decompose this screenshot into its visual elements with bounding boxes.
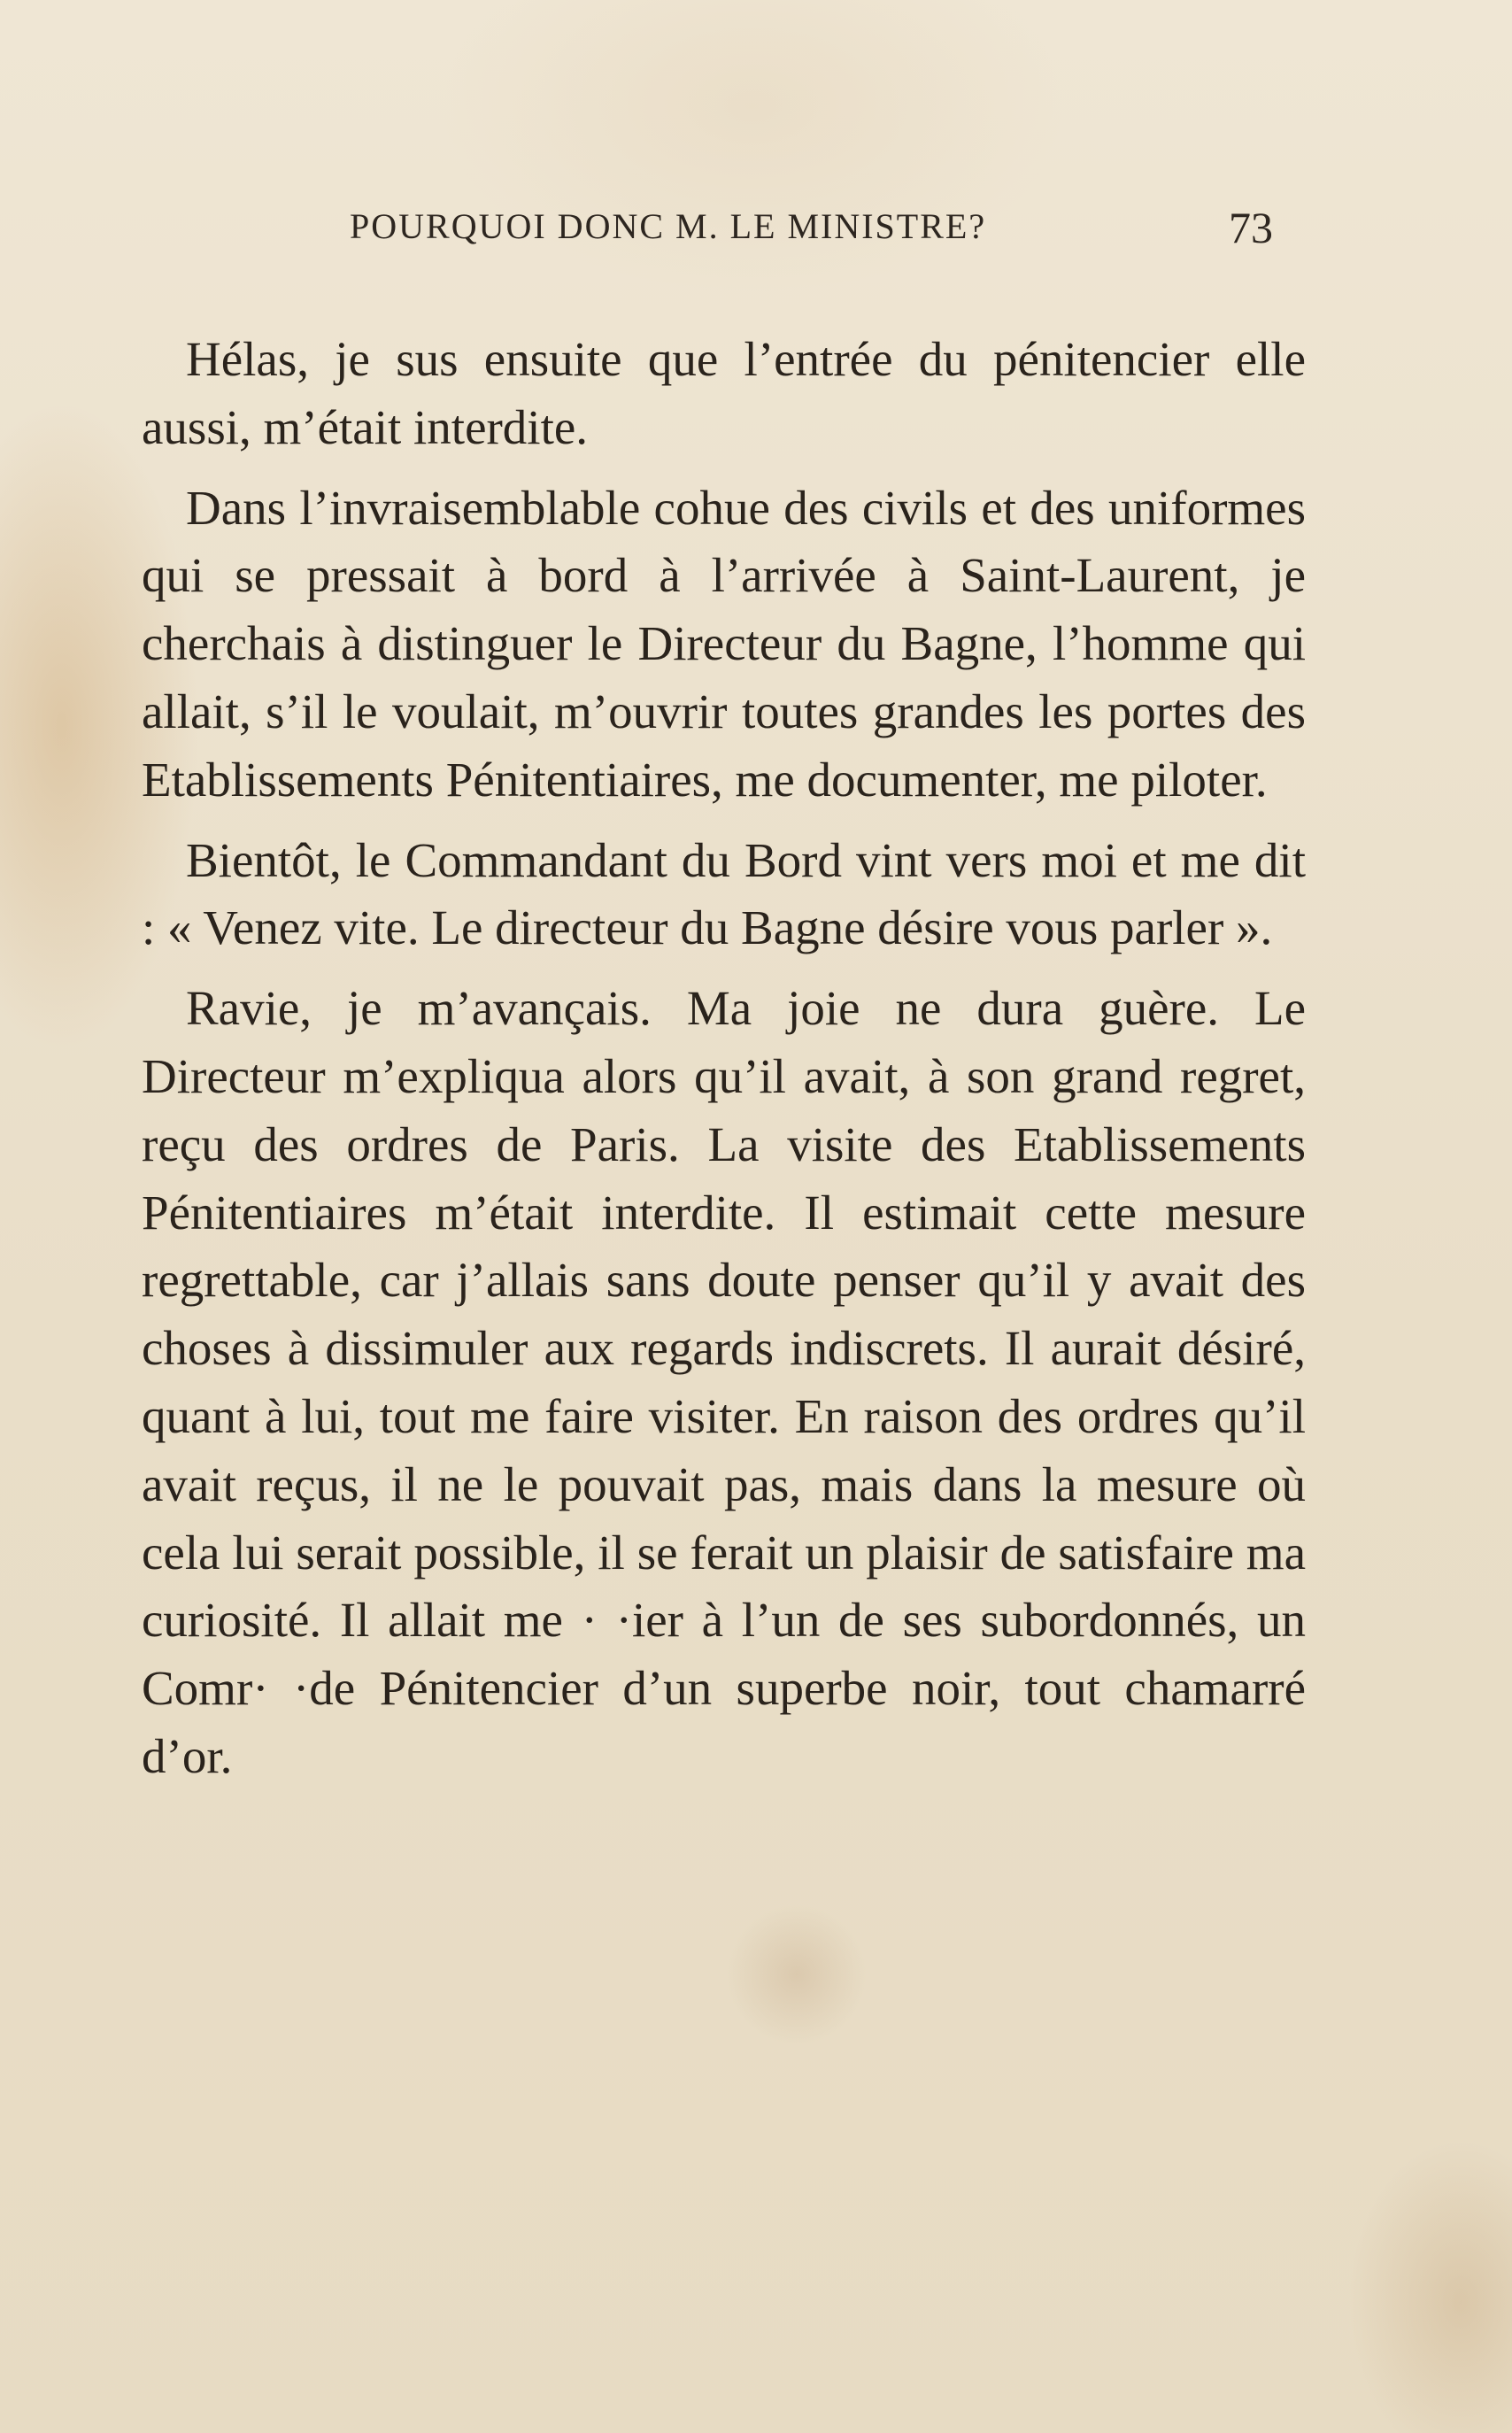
paragraph-2: Dans l’invraisemblable cohue des civils et des uniformes qui se pressait à bord à l’arrivée à Saint-Laurent, je cherchais à distinguer le Directeur du Bagne, l’homme qui allait, s’il le voulait, m’ouvrir toutes grandes les portes des Etablissements Pénitentiaires, me documenter, me piloter. xyxy=(142,480,1306,807)
body-text xyxy=(142,326,1306,1804)
paragraph-3: Bientôt, le Commandant du Bord vint vers moi et me dit : « Venez vite. Le directeur du Bagne désire vous parler ». xyxy=(142,832,1306,955)
paragraph-1: Hélas, je sus ensuite que l’entrée du pénitencier elle aussi, m’était interdite. xyxy=(142,332,1306,454)
paper-stain xyxy=(726,1904,868,2045)
page-number: 73 xyxy=(1229,203,1273,252)
running-title: POURQUOI DONC M. LE MINISTRE? xyxy=(350,206,987,246)
paragraph-4: Ravie, je m’avançais. Ma joie ne dura guère. Le Directeur m’expliqua alors qu’il avait, à son grand regret, reçu des ordres de Paris. La visite des Etablissements Pénitentiaires m’était interdite. Il estimait cette mesure regrettable, car j’allais sans doute penser qu’il y avait des choses à dissimuler aux regards indiscrets. Il aurait désiré, quant à lui, tout me faire visiter. En raison des ordres qu’il avait reçus, il ne le pouvait pas, mais dans la mesure où cela lui serait possible, il se ferait un plaisir de satisfaire ma curiosité. Il allait me · ·ier à l’un de ses subordonnés, un Comr· ·de Pénitencier d’un superbe noir, tout chamarré d’or. xyxy=(142,981,1306,1783)
